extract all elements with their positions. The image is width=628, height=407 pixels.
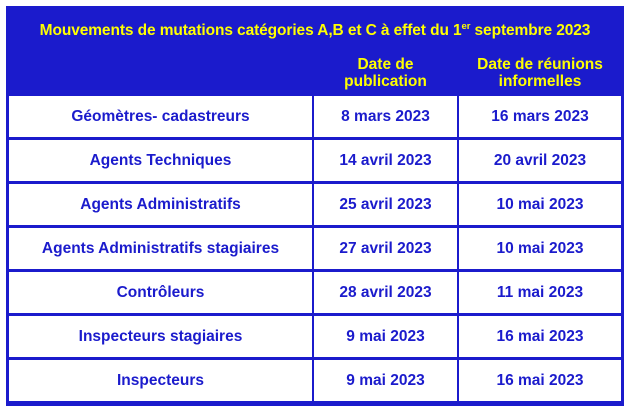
category-cell: Agents Administratifs stagiaires bbox=[9, 228, 312, 269]
header-reunions-line1: Date de réunions bbox=[477, 56, 603, 73]
category-cell: Inspecteurs bbox=[9, 360, 312, 401]
mutations-table bbox=[6, 6, 624, 406]
category-cell: Contrôleurs bbox=[9, 272, 312, 313]
publication-date-cell: 27 avril 2023 bbox=[314, 228, 457, 269]
reunion-date-cell: 16 mai 2023 bbox=[459, 316, 621, 357]
publication-date-cell: 14 avril 2023 bbox=[314, 140, 457, 181]
header-publication-line1: Date de bbox=[357, 56, 414, 73]
reunion-date-cell: 10 mai 2023 bbox=[459, 184, 621, 225]
column-header-row bbox=[9, 52, 621, 94]
table-row bbox=[9, 140, 621, 181]
header-date-publication bbox=[314, 52, 457, 94]
table-row bbox=[9, 228, 621, 269]
category-cell: Géomètres- cadastreurs bbox=[9, 96, 312, 137]
header-date-reunions bbox=[459, 52, 621, 94]
table-row bbox=[9, 272, 621, 313]
publication-date-cell: 28 avril 2023 bbox=[314, 272, 457, 313]
category-cell: Agents Administratifs bbox=[9, 184, 312, 225]
publication-date-cell: 8 mars 2023 bbox=[314, 96, 457, 137]
reunion-date-cell: 10 mai 2023 bbox=[459, 228, 621, 269]
category-cell: Inspecteurs stagiaires bbox=[9, 316, 312, 357]
publication-date-cell: 25 avril 2023 bbox=[314, 184, 457, 225]
category-cell: Agents Techniques bbox=[9, 140, 312, 181]
title-text: Mouvements de mutations catégories A,B et C à effet du 1er septembre 2023 bbox=[39, 20, 591, 39]
reunion-date-cell: 16 mars 2023 bbox=[459, 96, 621, 137]
publication-date-cell: 9 mai 2023 bbox=[314, 316, 457, 357]
header-reunions-line2: informelles bbox=[498, 73, 582, 90]
reunion-date-cell: 11 mai 2023 bbox=[459, 272, 621, 313]
table-row bbox=[9, 184, 621, 225]
table-row bbox=[9, 360, 621, 401]
table-row bbox=[9, 316, 621, 357]
reunion-date-cell: 20 avril 2023 bbox=[459, 140, 621, 181]
reunion-date-cell: 16 mai 2023 bbox=[459, 360, 621, 401]
table-row bbox=[9, 96, 621, 137]
publication-date-cell: 9 mai 2023 bbox=[314, 360, 457, 401]
header-publication-line2: publication bbox=[344, 73, 427, 90]
table-title bbox=[9, 9, 621, 52]
